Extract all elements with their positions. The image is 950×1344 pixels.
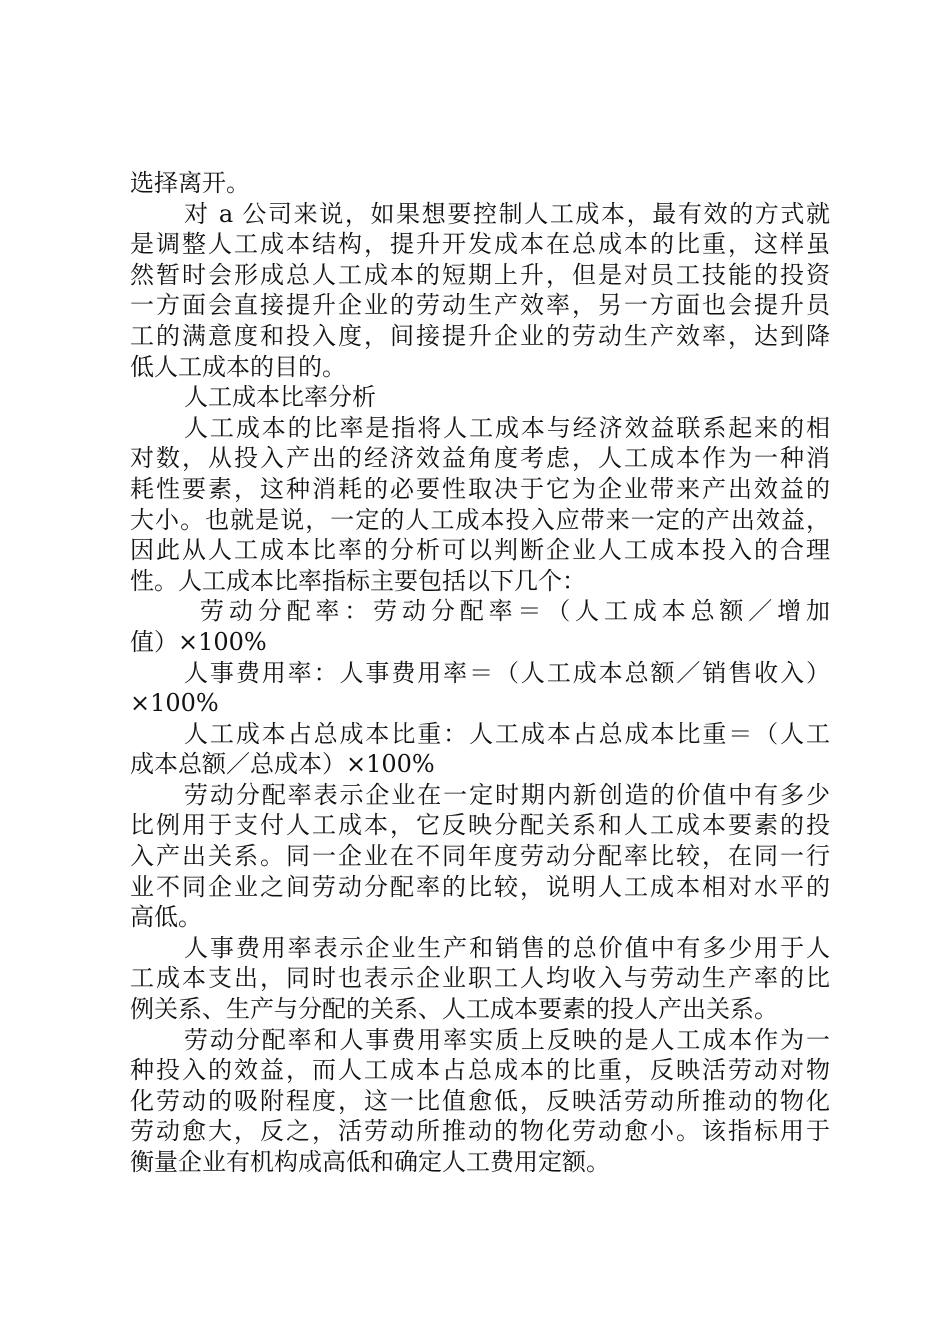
paragraph-line: 然暂时会形成总人工成本的短期上升，但是对员工技能的投资 [130,260,830,289]
paragraph-line: 大小。也就是说，一定的人工成本投入应带来一定的产出效益， [130,505,830,534]
paragraph-line: 劳动分配率表示企业在一定时期内新创造的价值中有多少 [184,780,830,809]
paragraph-line: 工的满意度和投入度，间接提升企业的劳动生产效率，达到降 [130,321,830,350]
formula-line: 成本总额／总成本）×100% [130,750,435,779]
paragraph-line: 一方面会直接提升企业的劳动生产效率，另一方面也会提升员 [130,291,830,320]
paragraph-line: 高低。 [130,903,202,932]
formula-line: ×100% [130,689,219,718]
formula-line: 人工成本占总成本比重：人工成本占总成本比重＝（人工 [184,719,830,748]
paragraph-line: 对 a 公司来说，如果想要控制人工成本，最有效的方式就 [184,199,830,228]
paragraph-line: 例关系、生产与分配的关系、人工成本要素的投人产出关系。 [130,995,778,1024]
paragraph-line: 劳动愈大，反之，活劳动所推动的物化劳动愈小。该指标用于 [130,1117,830,1146]
paragraph-line: 劳动分配率和人事费用率实质上反映的是人工成本作为一 [184,1025,830,1054]
paragraph-line: 入产出关系。同一企业在不同年度劳动分配率比较，在同一行 [130,842,830,871]
paragraph-line: 比例用于支付人工成本，它反映分配关系和人工成本要素的投 [130,811,830,840]
section-heading: 人工成本比率分析 [184,383,376,412]
paragraph-line: 对数，从投入产出的经济效益角度考虑，人工成本作为一种消 [130,444,830,473]
paragraph-line: 化劳动的吸附程度，这一比值愈低，反映活劳动所推动的物化 [130,1086,830,1115]
paragraph-line: 衡量企业有机构成高低和确定人工费用定额。 [130,1148,610,1176]
paragraph-line: 人事费用率表示企业生产和销售的总价值中有多少用于人 [184,933,830,962]
paragraph-line: 耗性要素，这种消耗的必要性取决于它为企业带来产出效益的 [130,474,830,503]
formula-line: 值）×100% [130,627,267,656]
paragraph-line: 因此从人工成本比率的分析可以判断企业人工成本投入的合理 [130,536,830,565]
paragraph-line: 种投入的效益，而人工成本占总成本的比重，反映活劳动对物 [130,1056,830,1085]
paragraph-line: 是调整人工成本结构，提升开发成本在总成本的比重，这样虽 [130,230,830,259]
paragraph-line: 人工成本的比率是指将人工成本与经济效益联系起来的相 [184,413,830,442]
paragraph-line: 业不同企业之间劳动分配率的比较，说明人工成本相对水平的 [130,872,830,901]
formula-line: 劳动分配率：劳动分配率＝（人工成本总额／增加 [200,597,830,626]
paragraph-line: 选择离开。 [130,169,250,197]
paragraph-line: 工成本支出，同时也表示企业职工人均收入与劳动生产率的比 [130,964,830,993]
paragraph-line: 低人工成本的目的。 [130,352,346,381]
formula-line: 人事费用率：人事费用率＝（人工成本总额／销售收入） [184,658,830,687]
paragraph-line: 性。人工成本比率指标主要包括以下几个： [130,566,586,595]
document-body [130,168,830,1178]
